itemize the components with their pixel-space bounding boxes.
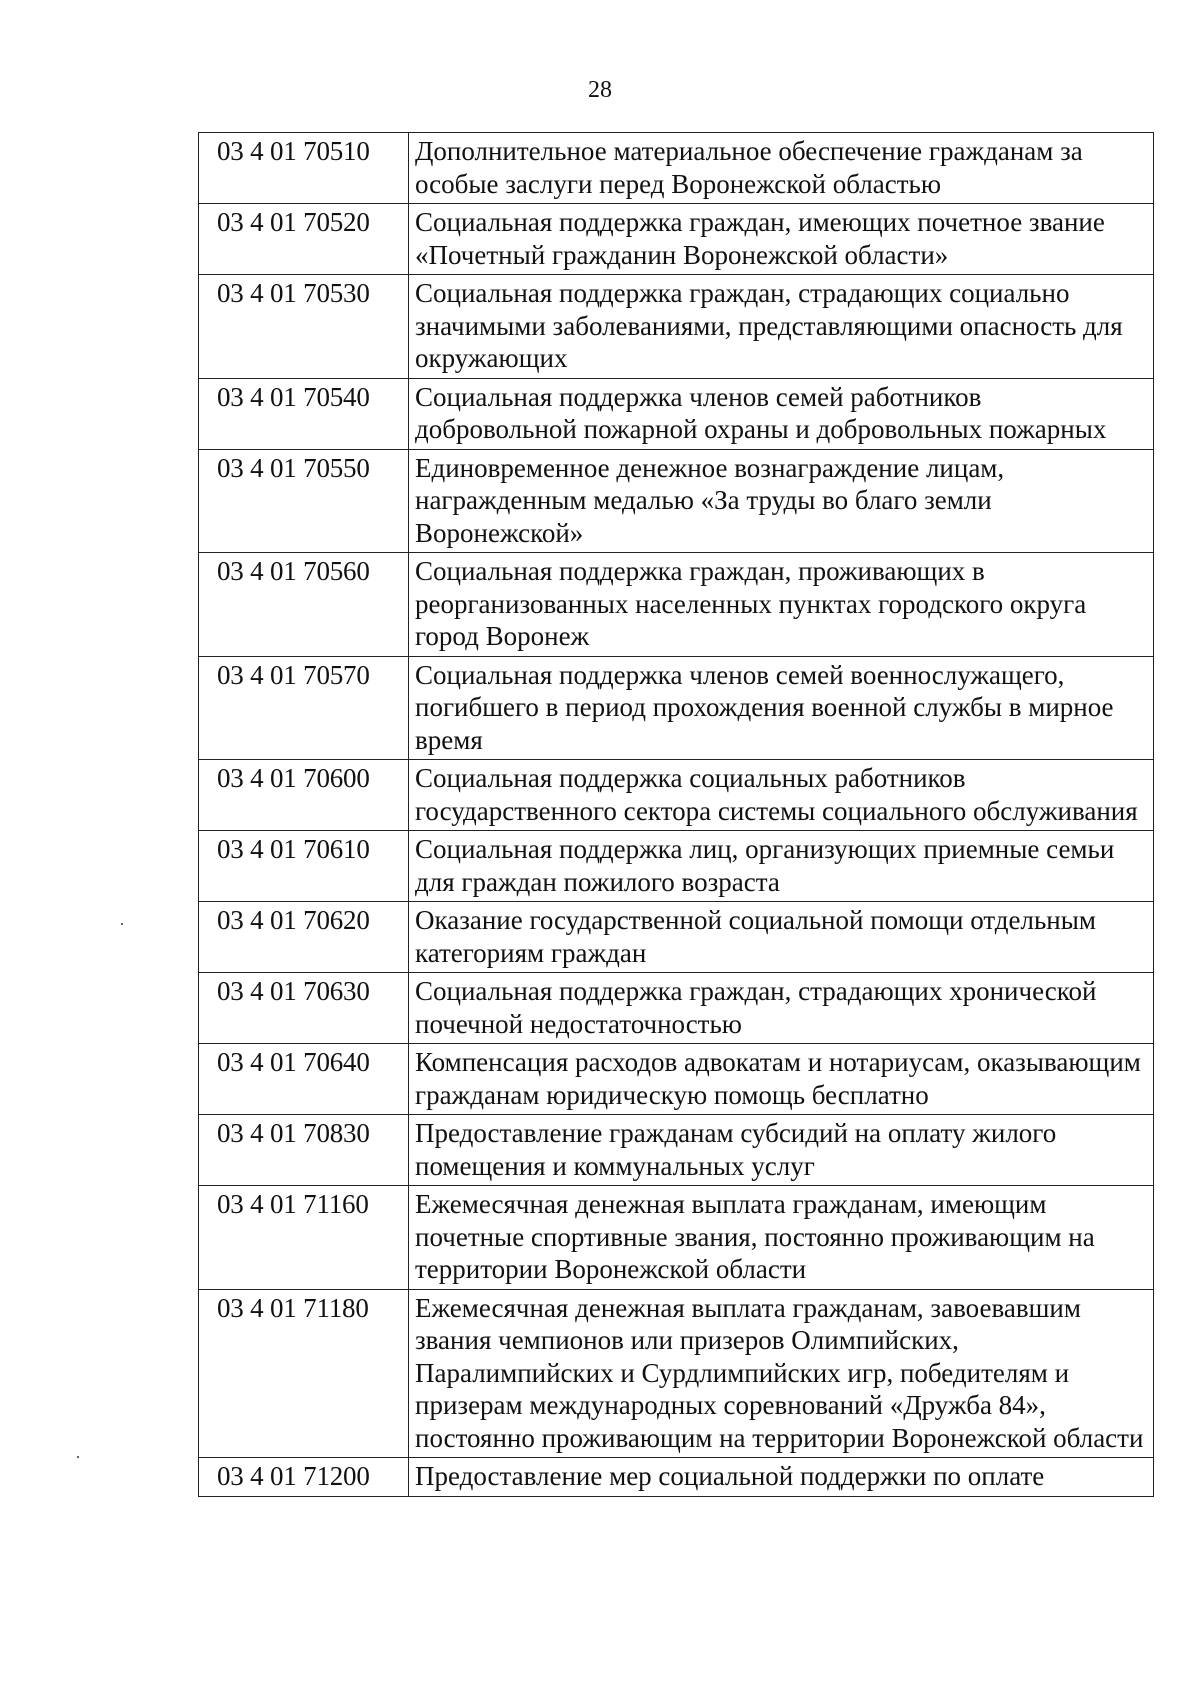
row-description: Единовременное денежное вознаграждение лицам, награжденным медалью «За труды во благо земли Воронежской» [409, 449, 1154, 553]
row-code: 03 4 01 70600 [199, 760, 409, 831]
row-code: 03 4 01 70550 [199, 449, 409, 553]
row-description: Социальная поддержка социальных работников государственного сектора системы социального обслуживания [409, 760, 1154, 831]
table-row [199, 449, 1154, 553]
row-code: 03 4 01 70610 [199, 831, 409, 902]
row-code: 03 4 01 71160 [199, 1186, 409, 1290]
table-row [199, 1458, 1154, 1497]
row-code: 03 4 01 71180 [199, 1289, 409, 1458]
row-description: Ежемесячная денежная выплата гражданам, завоевавшим звания чемпионов или призеров Олимпийских, Паралимпийских и Сурдлимпийских игр, победителям и призерам международных соревнований «Дружба 84», постоянно проживающим на территории Воронежской области [409, 1289, 1154, 1458]
row-description: Социальная поддержка граждан, страдающих хронической почечной недостаточностью [409, 973, 1154, 1044]
row-description: Ежемесячная денежная выплата гражданам, имеющим почетные спортивные звания, постоянно проживающим на территории Воронежской области [409, 1186, 1154, 1290]
table-row [199, 973, 1154, 1044]
table-row [199, 204, 1154, 275]
row-description: Социальная поддержка лиц, организующих приемные семьи для граждан пожилого возраста [409, 831, 1154, 902]
table-row [199, 1289, 1154, 1458]
row-description: Дополнительное материальное обеспечение гражданам за особые заслуги перед Воронежской областью [409, 133, 1154, 204]
row-code: 03 4 01 70560 [199, 553, 409, 657]
row-code: 03 4 01 70520 [199, 204, 409, 275]
row-code: 03 4 01 70570 [199, 656, 409, 760]
row-description: Оказание государственной социальной помощи отдельным категориям граждан [409, 902, 1154, 973]
row-code: 03 4 01 70620 [199, 902, 409, 973]
table-row [199, 378, 1154, 449]
table-row [199, 275, 1154, 379]
row-description: Социальная поддержка граждан, страдающих социально значимыми заболеваниями, представляющими опасность для окружающих [409, 275, 1154, 379]
row-code: 03 4 01 70530 [199, 275, 409, 379]
row-description: Социальная поддержка членов семей работников добровольной пожарной охраны и добровольных пожарных [409, 378, 1154, 449]
row-code: 03 4 01 70540 [199, 378, 409, 449]
row-description: Социальная поддержка членов семей военнослужащего, погибшего в период прохождения военной службы в мирное время [409, 656, 1154, 760]
page-number: 28 [588, 77, 612, 103]
table-row [199, 1115, 1154, 1186]
row-code: 03 4 01 70640 [199, 1044, 409, 1115]
table-row [199, 1186, 1154, 1290]
row-code: 03 4 01 70830 [199, 1115, 409, 1186]
row-code: 03 4 01 70630 [199, 973, 409, 1044]
row-description: Социальная поддержка граждан, имеющих почетное звание «Почетный гражданин Воронежской области» [409, 204, 1154, 275]
row-description: Компенсация расходов адвокатам и нотариусам, оказывающим гражданам юридическую помощь бесплатно [409, 1044, 1154, 1115]
budget-codes-table [198, 132, 1154, 1497]
scan-speck [77, 1456, 79, 1458]
row-description: Социальная поддержка граждан, проживающих в реорганизованных населенных пунктах городского округа город Воронеж [409, 553, 1154, 657]
row-code: 03 4 01 70510 [199, 133, 409, 204]
table-row [199, 831, 1154, 902]
scan-speck [121, 923, 123, 925]
table-row [199, 1044, 1154, 1115]
table-body [199, 133, 1154, 1497]
table-row [199, 656, 1154, 760]
table-row [199, 553, 1154, 657]
table-row [199, 760, 1154, 831]
row-description: Предоставление гражданам субсидий на оплату жилого помещения и коммунальных услуг [409, 1115, 1154, 1186]
row-code: 03 4 01 71200 [199, 1458, 409, 1497]
row-description: Предоставление мер социальной поддержки по оплате [409, 1458, 1154, 1497]
table-row [199, 902, 1154, 973]
table-row [199, 133, 1154, 204]
